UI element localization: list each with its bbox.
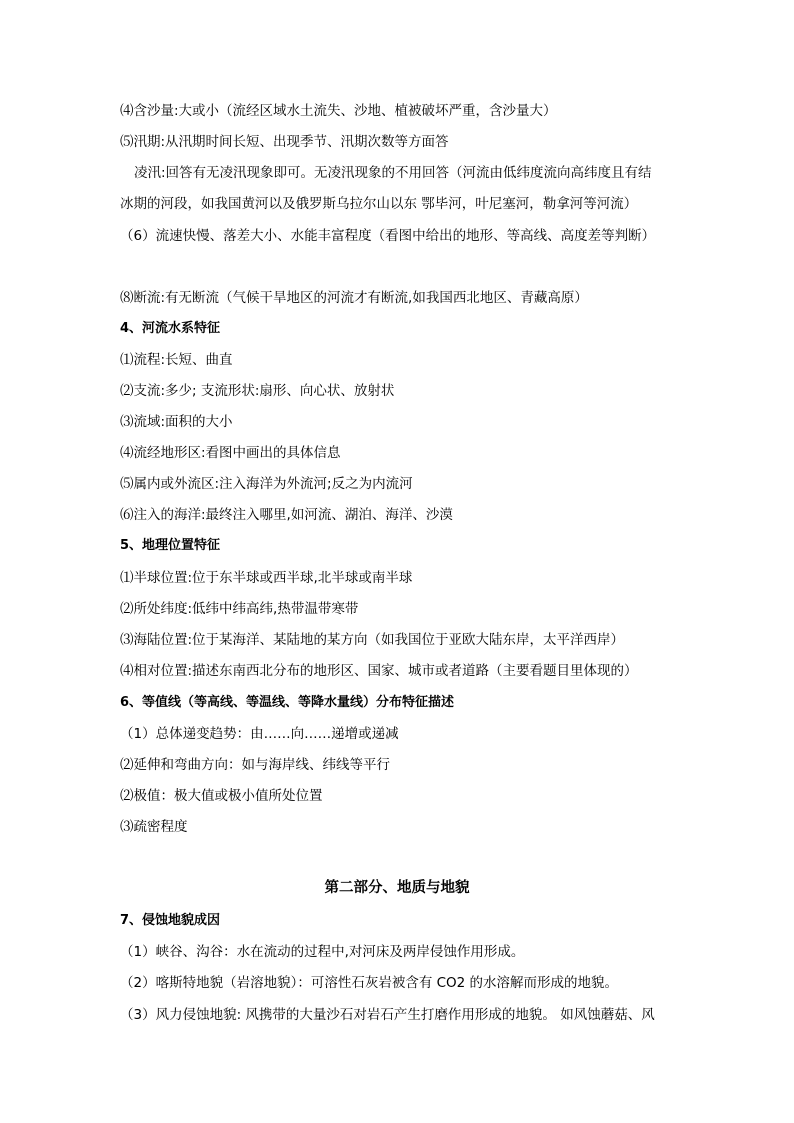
text-line: ⑻断流:有无断流（气候干旱地区的河流才有断流,如我国西北地区、青藏高原） (120, 290, 588, 306)
text-line: （3）风力侵蚀地貌: 风携带的大量沙石对岩石产生打磨作用形成的地貌。 如风蚀蘑菇、风 (120, 1007, 655, 1023)
text-line: ⑸汛期:从汛期时间长短、出现季节、汛期次数等方面答 (120, 134, 449, 150)
text-line: （6）流速快慢、落差大小、水能丰富程度（看图中给出的地形、等高线、高度差等判断） (120, 228, 656, 244)
section-heading: 4、河流水系特征 (120, 321, 221, 336)
text-line: ⑵支流:多少; 支流形状:扇形、向心状、放射状 (120, 383, 395, 399)
text-line: 冰期的河段，如我国黄河以及俄罗斯乌拉尔山以东 鄂毕河，叶尼塞河，勒拿河等河流） (120, 196, 638, 212)
text-line: （1）峡谷、沟谷：水在流动的过程中,对河床及两岸侵蚀作用形成。 (120, 944, 525, 960)
text-line: ⑸属内或外流区:注入海洋为外流河;反之为内流河 (120, 476, 413, 492)
text-line: （1）总体递变趋势：由……向……递增或递减 (120, 726, 399, 742)
text-line: ⑹注入的海洋:最终注入哪里,如河流、湖泊、海洋、沙漠 (120, 507, 453, 523)
text-line: ⑷含沙量:大或小（流经区域水土流失、沙地、植被破坏严重，含沙量大） (120, 103, 557, 119)
part-title: 第二部分、地质与地貌 (324, 880, 470, 896)
text-line: 凌汛:回答有无凌汛现象即可。无凌汛现象的不用回答（河流由低纬度流向高纬度且有结 (134, 165, 652, 181)
text-line: ⑵所处纬度:低纬中纬高纬,热带温带寒带 (120, 601, 359, 617)
text-line: ⑷流经地形区:看图中画出的具体信息 (120, 445, 341, 461)
section-heading: 7、侵蚀地貌成因 (120, 913, 221, 928)
text-line: ⑵极值：极大值或极小值所处位置 (120, 788, 323, 804)
text-line: ⑴流程:长短、曲直 (120, 352, 233, 368)
text-line: ⑶海陆位置:位于某海洋、某陆地的某方向（如我国位于亚欧大陆东岸，太平洋西岸） (120, 632, 625, 648)
text-line: ⑶流域:面积的大小 (120, 414, 233, 430)
section-heading: 6、等值线（等高线、等温线、等降水量线）分布特征描述 (120, 695, 455, 710)
text-line: ⑷相对位置:描述东南西北分布的地形区、国家、城市或者道路（主要看题目里体现的） (120, 663, 638, 679)
text-line: （2）喀斯特地貌（岩溶地貌）：可溶性石灰岩被含有 CO2 的水溶解而形成的地貌。 (120, 975, 619, 991)
text-line: ⑴半球位置:位于东半球或西半球,北半球或南半球 (120, 570, 413, 586)
text-line: ⑶疏密程度 (120, 819, 188, 835)
section-heading: 5、地理位置特征 (120, 538, 221, 553)
text-line: ⑵延伸和弯曲方向：如与海岸线、纬线等平行 (120, 757, 390, 773)
